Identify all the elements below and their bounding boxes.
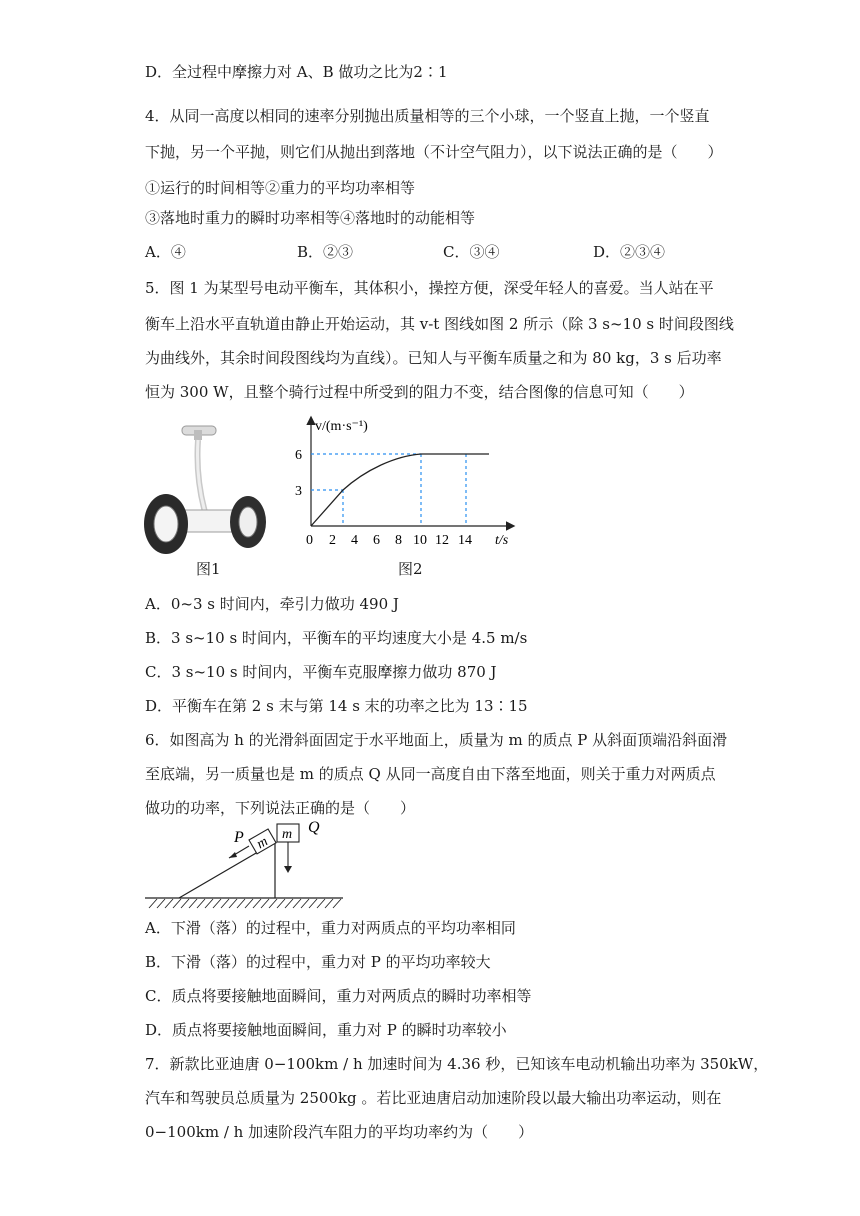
q4-option-a: A．④ <box>145 243 186 261</box>
q6-option-c: C．质点将要接触地面瞬间，重力对两质点的瞬时功率相等 <box>145 987 532 1005</box>
svg-text:m: m <box>282 827 293 842</box>
q4-option-d: D．②③④ <box>593 243 666 261</box>
q5-line1: 5．图 1 为某型号电动平衡车，其体积小，操控方便，深受年轻人的喜爱。当人站在平 <box>145 279 714 297</box>
q4-option-c: C．③④ <box>443 243 500 261</box>
q7-line1: 7．新款比亚迪唐 0−100km / h 加速时间为 4.36 秒，已知该车电动机输出功率为 350kW， <box>145 1055 769 1073</box>
scooter-figure <box>140 420 272 560</box>
q4-line3: ①运行的时间相等②重力的平均功率相等 <box>145 179 416 197</box>
q6-option-a: A．下滑（落）的过程中，重力对两质点的平均功率相同 <box>145 919 516 937</box>
x-tick-0: 0 <box>306 533 313 548</box>
x-axis-label: t/s <box>495 533 509 548</box>
q6-line2: 至底端，另一质量也是 m 的质点 Q 从同一高度自由下落至地面，则关于重力对两质点 <box>145 765 716 783</box>
x-tick-6: 6 <box>373 533 380 548</box>
q5-line3: 为曲线外，其余时间段图线均为直线）。已知人与平衡车质量之和为 80 kg，3 s 后功率 <box>145 349 722 367</box>
svg-text:m: m <box>254 834 271 853</box>
q4-line4: ③落地时重力的瞬时功率相等④落地时的动能相等 <box>145 209 476 227</box>
q4-line2: 下抛，另一个平抛，则它们从抛出到落地（不计空气阻力），以下说法正确的是（ ） <box>145 143 723 161</box>
q7-line3: 0−100km / h 加速阶段汽车阻力的平均功率约为（ ） <box>145 1123 534 1141</box>
vt-graph <box>285 410 530 555</box>
q5-option-c: C．3 s~10 s 时间内，平衡车克服摩擦力做功 870 J <box>145 663 497 681</box>
q7-line2: 汽车和驾驶员总质量为 2500kg 。若比亚迪唐启动加速阶段以最大输出功率运动，则在 <box>145 1089 722 1107</box>
block-p <box>249 829 277 855</box>
q6-option-d: D．质点将要接触地面瞬间，重力对 P 的瞬时功率较小 <box>145 1021 507 1039</box>
q5-option-d: D．平衡车在第 2 s 末与第 14 s 末的功率之比为 13∶15 <box>145 697 528 715</box>
figure1-caption: 图1 <box>196 560 221 578</box>
q5-line4: 恒为 300 W，且整个骑行过程中所受到的阻力不变，结合图像的信息可知（ ） <box>145 383 694 401</box>
q5-option-a: A．0~3 s 时间内，牵引力做功 490 J <box>145 595 399 613</box>
x-tick-14: 14 <box>458 533 472 548</box>
label-p: P <box>234 829 244 846</box>
q4-option-b: B．②③ <box>297 243 354 261</box>
x-tick-2: 2 <box>329 533 336 548</box>
q4-line1: 4．从同一高度以相同的速率分别抛出质量相等的三个小球，一个竖直上抛，一个竖直 <box>145 107 710 125</box>
line-d3: D．全过程中摩擦力对 A、B 做功之比为2∶1 <box>145 63 448 81</box>
figure2-caption: 图2 <box>398 560 423 578</box>
q6-option-b: B．下滑（落）的过程中，重力对 P 的平均功率较大 <box>145 953 491 971</box>
x-tick-12: 12 <box>435 533 449 548</box>
q5-line2: 衡车上沿水平直轨道由静止开始运动，其 v-t 图线如图 2 所示（除 3 s~10 s 时间段图线 <box>145 315 734 333</box>
x-tick-10: 10 <box>413 533 427 548</box>
q6-line1: 6．如图高为 h 的光滑斜面固定于水平地面上，质量为 m 的质点 P 从斜面顶端沿斜面滑 <box>145 731 728 749</box>
q4-options <box>145 242 745 262</box>
y-tick-6: 6 <box>295 448 302 463</box>
incline-figure <box>145 818 345 910</box>
x-tick-8: 8 <box>395 533 402 548</box>
q6-line3: 做功的功率，下列说法正确的是（ ） <box>145 799 416 817</box>
label-q: Q <box>308 819 320 836</box>
y-tick-3: 3 <box>295 484 302 499</box>
q5-option-b: B．3 s~10 s 时间内，平衡车的平均速度大小是 4.5 m/s <box>145 629 528 647</box>
ground-hatch <box>149 899 341 908</box>
x-tick-4: 4 <box>351 533 358 548</box>
y-axis-label: v/(m·s⁻¹) <box>315 419 368 434</box>
